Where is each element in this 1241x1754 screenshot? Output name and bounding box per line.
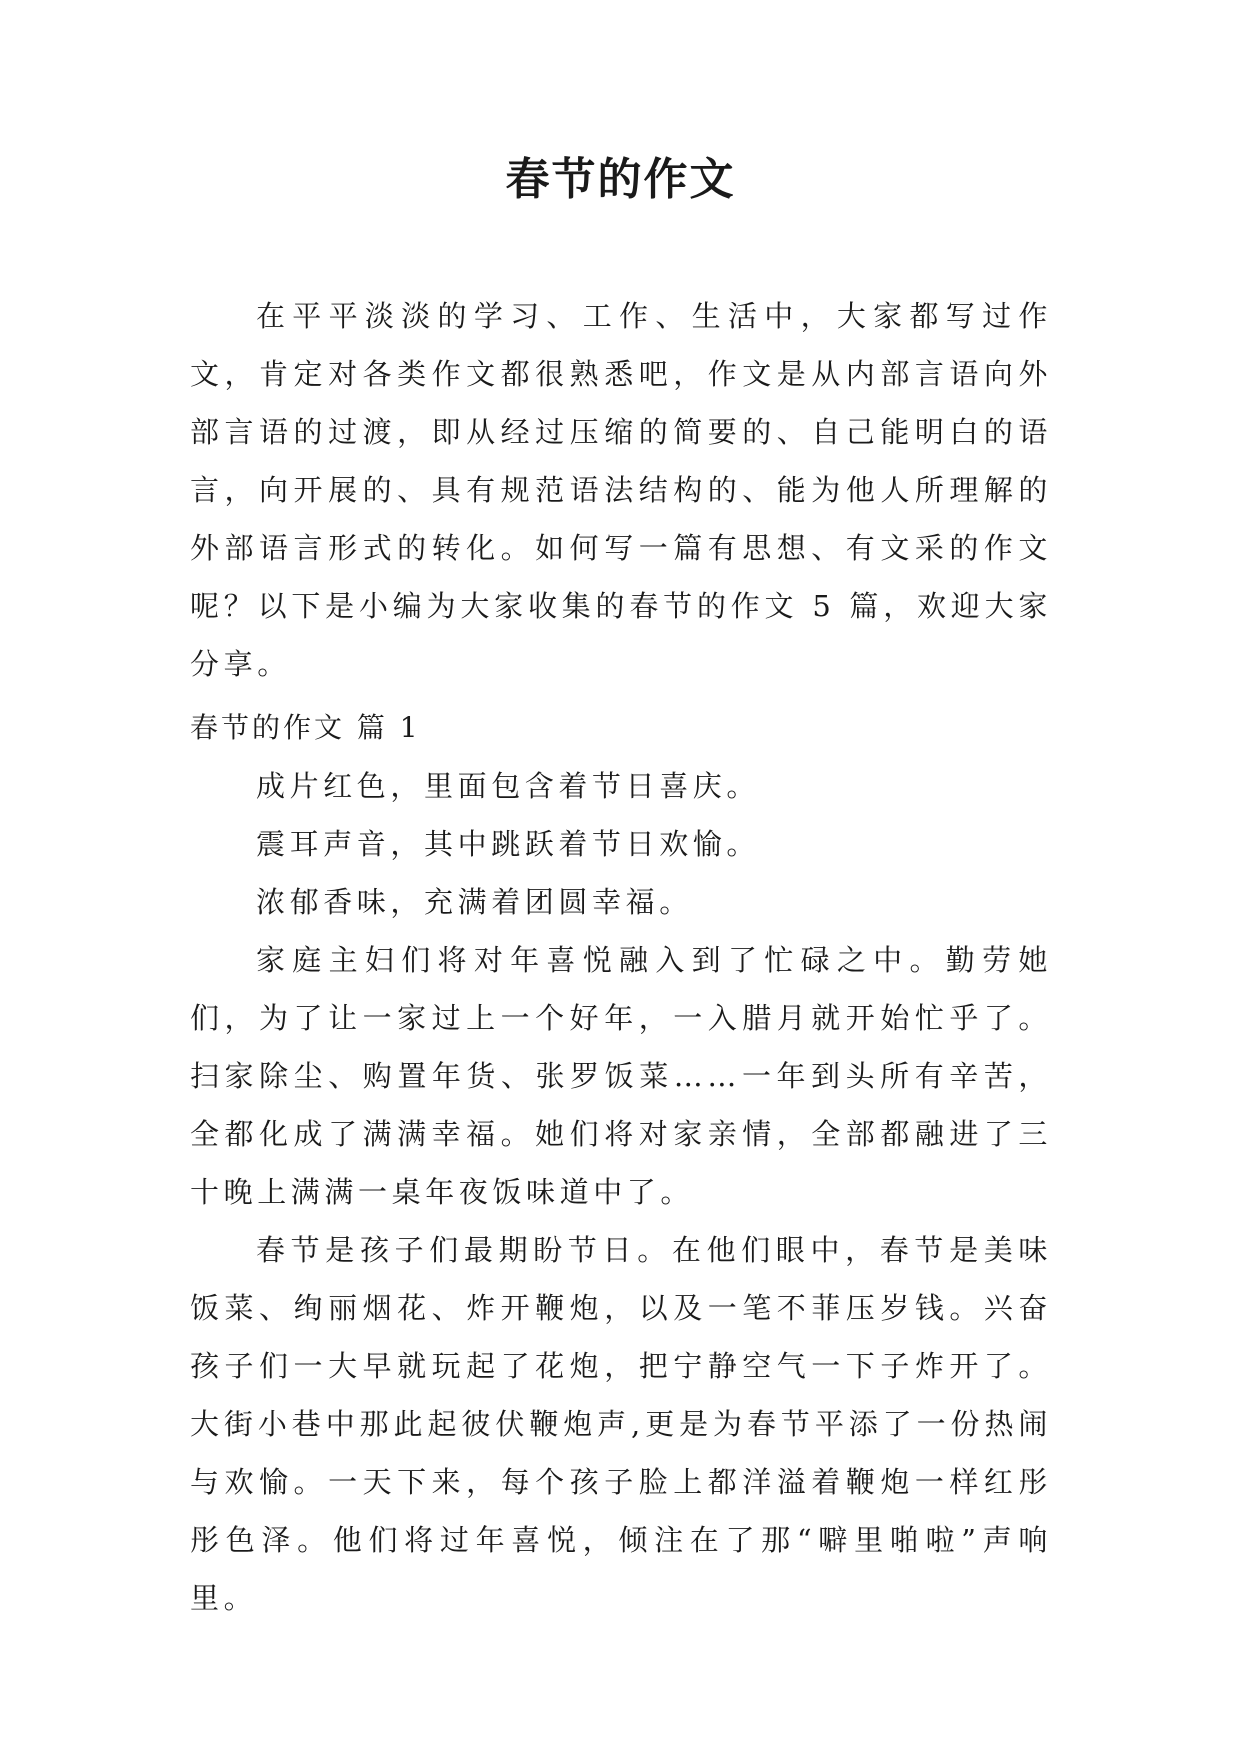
essay-section-1 xyxy=(190,699,1052,1627)
intro-block xyxy=(190,287,1052,693)
section-heading: 春节的作文 篇 1 xyxy=(190,711,421,744)
document-title: 春节的作文 xyxy=(505,154,736,205)
essay-paragraph: 浓郁香味，充满着团圆幸福。 xyxy=(256,885,693,919)
essay-paragraph: 震耳声音，其中跳跃着节日欢愉。 xyxy=(256,827,761,861)
intro-paragraph: 在平平淡淡的学习、工作、生活中，大家都写过作文，肯定对各类作文都很熟悉吧，作文是从内部言语向外部言语的过渡，即从经过压缩的简要的、自己能明白的语言，向开展的、具有规范语法结构的、能为他人所理解的外部语言形式的转化。如何写一篇有思想、有文采的作文呢？以下是小编为大家收集的春节的作文 5 篇，欢迎大家分享。 xyxy=(190,299,1052,681)
essay-paragraph: 家庭主妇们将对年喜悦融入到了忙碌之中。勤劳她们，为了让一家过上一个好年，一入腊月就开始忙乎了。扫家除尘、购置年货、张罗饭菜……一年到头所有辛苦，全都化成了满满幸福。她们将对家亲情，全部都融进了三十晚上满满一桌年夜饭味道中了。 xyxy=(190,943,1052,1209)
essay-paragraph: 春节是孩子们最期盼节日。在他们眼中，春节是美味饭菜、绚丽烟花、炸开鞭炮，以及一笔不菲压岁钱。兴奋孩子们一大早就玩起了花炮，把宁静空气一下子炸开了。大街小巷中那此起彼伏鞭炮声,更是为春节平添了一份热闹与欢愉。一天下来，每个孩子脸上都洋溢着鞭炮一样红彤彤色泽。他们将过年喜悦，倾注在了那“噼里啪啦”声响里。 xyxy=(190,1233,1052,1615)
essay-paragraph: 成片红色，里面包含着节日喜庆。 xyxy=(256,769,761,803)
